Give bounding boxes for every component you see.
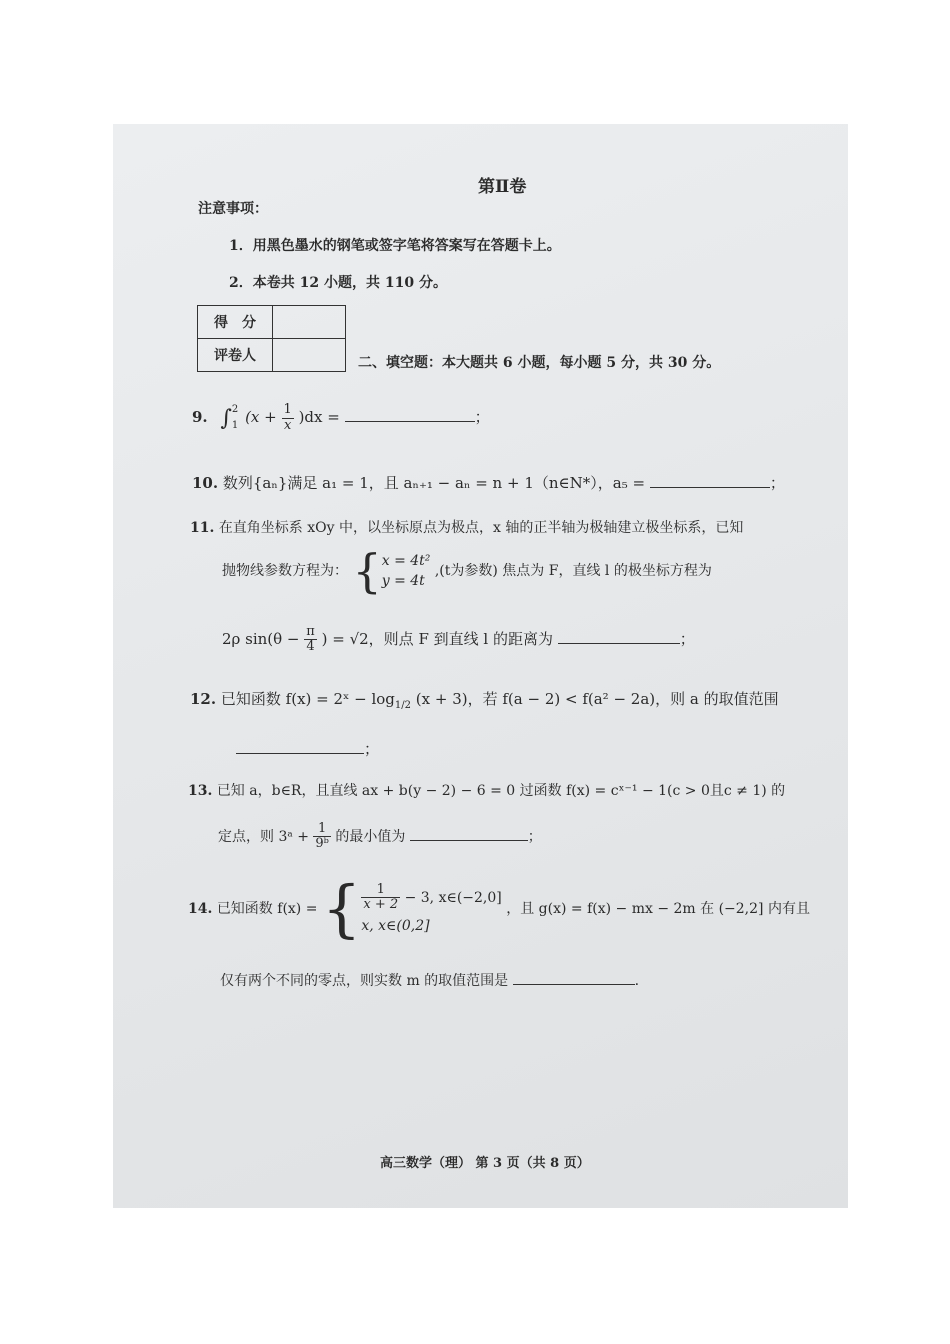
question-number: 11. (190, 520, 215, 536)
question-13-line-2: 定点，则 3ᵃ + $\frac{1}{\text{9ᵇ}}$ 的最小值为 ； (218, 821, 542, 852)
log-base: 1/2 (394, 700, 412, 711)
pi-over-4: $\frac{\pi}{4}$ (306, 624, 315, 655)
question-11-line-2: 抛物线参数方程为： { x = 4t² y = 4t ,(t为参数) 焦点为 F，直线 l 的极坐标方程为 (222, 544, 712, 598)
grader-cell (273, 339, 346, 372)
integral-upper: 2 (231, 404, 239, 415)
question-number: 13. (188, 783, 213, 799)
answer-blank[interactable] (650, 473, 770, 488)
q9-fraction: $\frac{1}{x}$ (283, 402, 292, 433)
question-number: 9. (192, 408, 208, 426)
score-cell (273, 306, 346, 339)
section-title: 第Ⅱ卷 (478, 177, 527, 197)
answer-blank[interactable] (345, 407, 475, 422)
piecewise-cases: $\frac{1}{x + 2}$ − 3, x∈(−2,0] x, x∈(0,2] (361, 881, 502, 935)
question-13-line-1: 13. 已知 a，b∈R，且直线 ax + b(y − 2) − 6 = 0 过函数 f(x) = cˣ⁻¹ − 1(c > 0且c ≠ 1) 的 (188, 783, 786, 799)
grader-label: 评卷人 (198, 339, 273, 372)
answer-blank[interactable] (558, 629, 680, 644)
q13-fraction: $\frac{1}{\text{9ᵇ}}$ (315, 821, 329, 852)
question-14-line-2: 仅有两个不同的零点，则实数 m 的取值范围是 . (220, 970, 639, 990)
answer-blank[interactable] (513, 970, 635, 985)
q9-expr-a: (x + (245, 408, 277, 426)
integral-sign: ∫ (220, 405, 232, 431)
answer-blank[interactable] (236, 739, 364, 754)
integral-lower: 1 (231, 420, 239, 431)
piecewise-brace: { (321, 872, 362, 945)
answer-blank[interactable] (410, 826, 528, 841)
question-11-line-1: 11. 在直角坐标系 xOy 中，以坐标原点为极点，x 轴的正半轴为极轴建立极坐标系，已知 (190, 520, 744, 536)
section-heading: 二、填空题：本大题共 6 小题，每小题 5 分，共 30 分。 (358, 355, 721, 371)
question-number: 12. (190, 690, 217, 708)
q10-text: 数列{aₙ}满足 a₁ = 1，且 aₙ₊₁ − aₙ = n + 1（n∈N*），a₅ = (222, 474, 646, 492)
question-number: 10. (192, 474, 219, 492)
parametric-system: x = 4t² y = 4t (381, 552, 431, 589)
question-12: 12. 已知函数 f(x) = 2ˣ − $\log_{1/2} (x + 3)$，若 f(a − 2) < f(a² − 2a)，则 a 的取值范围 (190, 690, 779, 711)
case1-fraction: $\frac{1}{x + 2}$ (363, 881, 399, 913)
question-11-line-3: 2ρ sin(θ − $\frac{\pi}{4}$ ) = √2，则点 F 到直线 l 的距离为 ； (222, 624, 695, 655)
notice-item-1: 1．用黑色墨水的钢笔或签字笔将答案写在答题卡上。 (229, 238, 561, 254)
score-label: 得 分 (198, 306, 273, 339)
notice-heading: 注意事项： (198, 201, 268, 217)
question-12-blank-line: ； (236, 738, 379, 759)
question-number: 14. (188, 901, 213, 917)
page-footer: 高三数学（理） 第 3 页（共 8 页） (380, 1156, 590, 1171)
question-9: 9. ∫ 2 1 (x + $\frac{1}{x}$ )dx = ； (192, 402, 490, 433)
question-10: 10. 数列{aₙ}满足 a₁ = 1，且 aₙ₊₁ − aₙ = n + 1（n∈N*），a₅ = ； (192, 474, 785, 492)
system-brace: { (352, 544, 382, 598)
exam-paper (113, 124, 848, 1208)
notice-item-2: 2．本卷共 12 小题，共 110 分。 (229, 275, 447, 291)
score-table (197, 305, 346, 372)
question-14-line-1: 14. 已知函数 f(x) = { $\frac{1}{x + 2}$ − 3, x∈(−2,0] x, x∈(0,2] ，且 g(x) = f(x) − mx − 2m 在 (−2,2] 内有且 (188, 872, 810, 945)
q9-expr-b: )dx = (298, 408, 340, 426)
